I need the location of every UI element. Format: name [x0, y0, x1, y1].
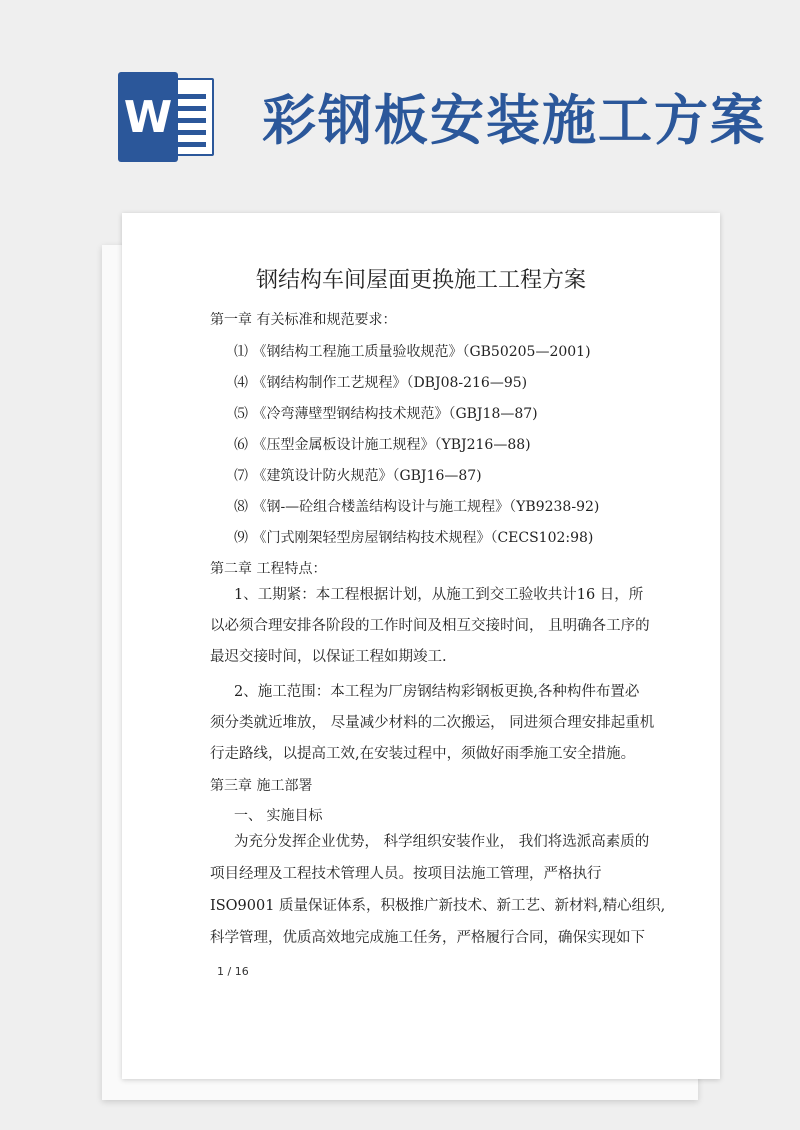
- paragraph-1-line: 1、工期紧：本工程根据计划，从施工到交工验收共计16 日，所: [234, 587, 644, 603]
- standard-item: ⑼ 《门式刚架轻型房屋钢结构技术规程》（CECS102:98): [234, 530, 594, 546]
- paragraph-3-line: 科学管理，优质高效地完成施工任务，严格履行合同，确保实现如下: [210, 930, 645, 946]
- document-title: 钢结构车间屋面更换施工工程方案: [255, 268, 586, 293]
- chapter-2-heading: 第二章 工程特点：: [210, 561, 327, 577]
- paragraph-2-line: 行走路线，以提高工效,在安装过程中，须做好雨季施工安全措施。: [210, 746, 636, 762]
- page-number: 1 / 16: [217, 965, 249, 978]
- standard-item: ⑸ 《冷弯薄壁型钢结构技术规范》（GBJ18—87): [234, 406, 538, 422]
- paragraph-1-line: 最迟交接时间，以保证工程如期竣工.: [210, 649, 447, 665]
- paragraph-2-line: 2、施工范围：本工程为厂房钢结构彩钢板更换,各种构件布置必: [234, 684, 640, 700]
- document-page: [122, 213, 720, 1079]
- chapter-3-heading: 第三章 施工部署: [210, 778, 313, 794]
- paragraph-1-line: 以必须合理安排各阶段的工作时间及相互交接时间， 且明确各工序的: [210, 618, 650, 634]
- paragraph-3-line: 项目经理及工程技术管理人员。按项目法施工管理，严格执行: [210, 866, 602, 882]
- banner: [0, 0, 800, 190]
- paragraph-3-line: ISO9001 质量保证体系，积极推广新技术、新工艺、新材料,精心组织,: [210, 898, 666, 914]
- word-logo-letter: W: [118, 72, 178, 162]
- standard-item: ⑴ 《钢结构工程施工质量验收规范》（GB50205—2001): [234, 344, 591, 360]
- standard-item: ⑻ 《钢-—砼组合楼盖结构设计与施工规程》（YB9238-92): [234, 499, 600, 515]
- standard-item: ⑷ 《钢结构制作工艺规程》（DBJ08-216—95): [234, 375, 528, 391]
- chapter-1-heading: 第一章 有关标准和规范要求：: [210, 312, 397, 328]
- paragraph-2-line: 须分类就近堆放， 尽量减少材料的二次搬运， 同进须合理安排起重机: [210, 715, 655, 731]
- section-heading: 一、 实施目标: [234, 808, 323, 824]
- word-icon: [118, 72, 214, 162]
- banner-title: 彩钢板安装施工方案: [262, 89, 766, 152]
- paragraph-3-line: 为充分发挥企业优势， 科学组织安装作业， 我们将选派高素质的: [234, 834, 650, 850]
- standard-item: ⑺ 《建筑设计防火规范》（GBJ16—87): [234, 468, 482, 484]
- standard-item: ⑹ 《压型金属板设计施工规程》（YBJ216—88): [234, 437, 531, 453]
